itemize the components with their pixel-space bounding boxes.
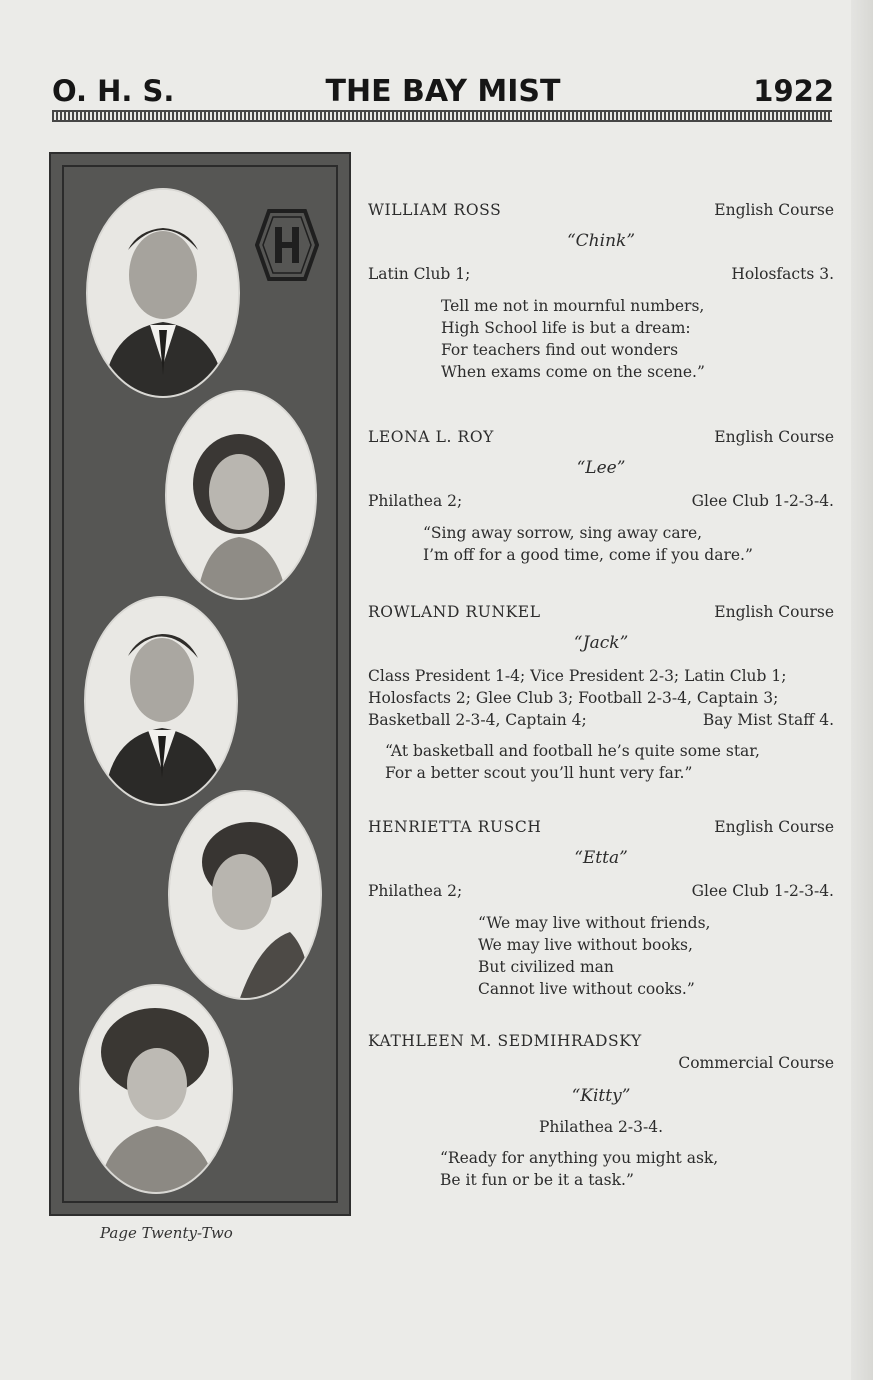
student-course: English Course [714,818,834,836]
portrait-icon [81,986,231,1192]
student-verse [478,912,834,1000]
student-name: LEONA L. ROY [368,428,494,446]
page-header [52,74,834,114]
header-school: O. H. S. [52,74,175,108]
verse-line: We may live without books, [478,936,693,954]
student-course: English Course [714,428,834,446]
verse-line: “At basketball and football he’s quite some star, [385,742,760,760]
verse-line: When exams come on the scene.” [441,363,705,381]
student-course: English Course [714,603,834,621]
school-monogram-icon [255,207,319,283]
portrait-icon [88,190,238,396]
entry-leona-roy [368,426,834,566]
header-year: 1922 [753,74,834,108]
verse-line: For a better scout you’ll hunt very far.” [385,764,693,782]
student-nickname: “Etta” [574,848,628,868]
student-activities: Philathea 2; [368,882,463,900]
entry-henrietta-rusch [368,816,834,1000]
verse-line: “Ready for anything you might ask, [440,1149,719,1167]
student-nickname: “Jack” [573,633,629,653]
student-activities: Class President 1-4; Vice President 2-3; Latin Club 1; [368,667,787,685]
student-activities: Glee Club 1-2-3-4. [691,882,834,900]
student-activities: Basketball 2-3-4, Captain 4; [368,711,587,729]
page-edge-shadow [851,0,873,1380]
student-activities: Holosfacts 2; Glee Club 3; Football 2-3-4, Captain 3; [368,689,779,707]
verse-line: But civilized man [478,958,614,976]
verse-line: Tell me not in mournful numbers, [441,297,705,315]
header-title: THE BAY MIST [325,74,561,109]
student-name: HENRIETTA RUSCH [368,818,542,836]
student-activities: Holosfacts 3. [731,265,834,283]
verse-line: High School life is but a dream: [441,319,691,337]
verse-line: “We may live without friends, [478,914,711,932]
student-name: ROWLAND RUNKEL [368,603,541,621]
verse-line: Cannot live without cooks.” [478,980,695,998]
student-nickname: “Kitty” [571,1086,631,1106]
student-verse [385,740,834,784]
verse-line: “Sing away sorrow, sing away care, [423,524,703,542]
verse-line: I’m off for a good time, come if you dare.” [423,546,753,564]
portrait-photo-kathleen-sedmihradsky [79,984,233,1194]
entry-kathleen-sedmihradsky [368,1030,834,1191]
student-verse [441,295,834,383]
student-activities: Latin Club 1; [368,265,471,283]
page-number-label: Page Twenty-Two [100,1224,233,1242]
portrait-photo-rowland-runkel [84,596,238,806]
entry-william-ross [368,199,834,383]
student-name: WILLIAM ROSS [368,201,502,219]
student-activities: Glee Club 1-2-3-4. [691,492,834,510]
student-nickname: “Chink” [566,231,636,251]
verse-line: Be it fun or be it a task.” [440,1171,634,1189]
portrait-icon [170,792,320,998]
student-verse [423,522,834,566]
portrait-photo-henrietta-rusch [168,790,322,1000]
portrait-icon [86,598,236,804]
header-rule [52,110,832,122]
entry-rowland-runkel [368,601,834,784]
student-activities: Philathea 2-3-4. [538,1118,664,1136]
student-course: English Course [714,201,834,219]
portrait-icon [167,392,315,598]
portrait-photo-william-ross [86,188,240,398]
student-verse [440,1147,834,1191]
verse-line: For teachers find out wonders [441,341,679,359]
portrait-photo-leona-roy [165,390,317,600]
student-activities: Philathea 2; [368,492,463,510]
student-course: Commercial Course [678,1054,834,1072]
student-name: KATHLEEN M. SEDMIHRADSKY [368,1032,642,1050]
student-nickname: “Lee” [576,458,626,478]
student-activities: Bay Mist Staff 4. [702,711,834,729]
